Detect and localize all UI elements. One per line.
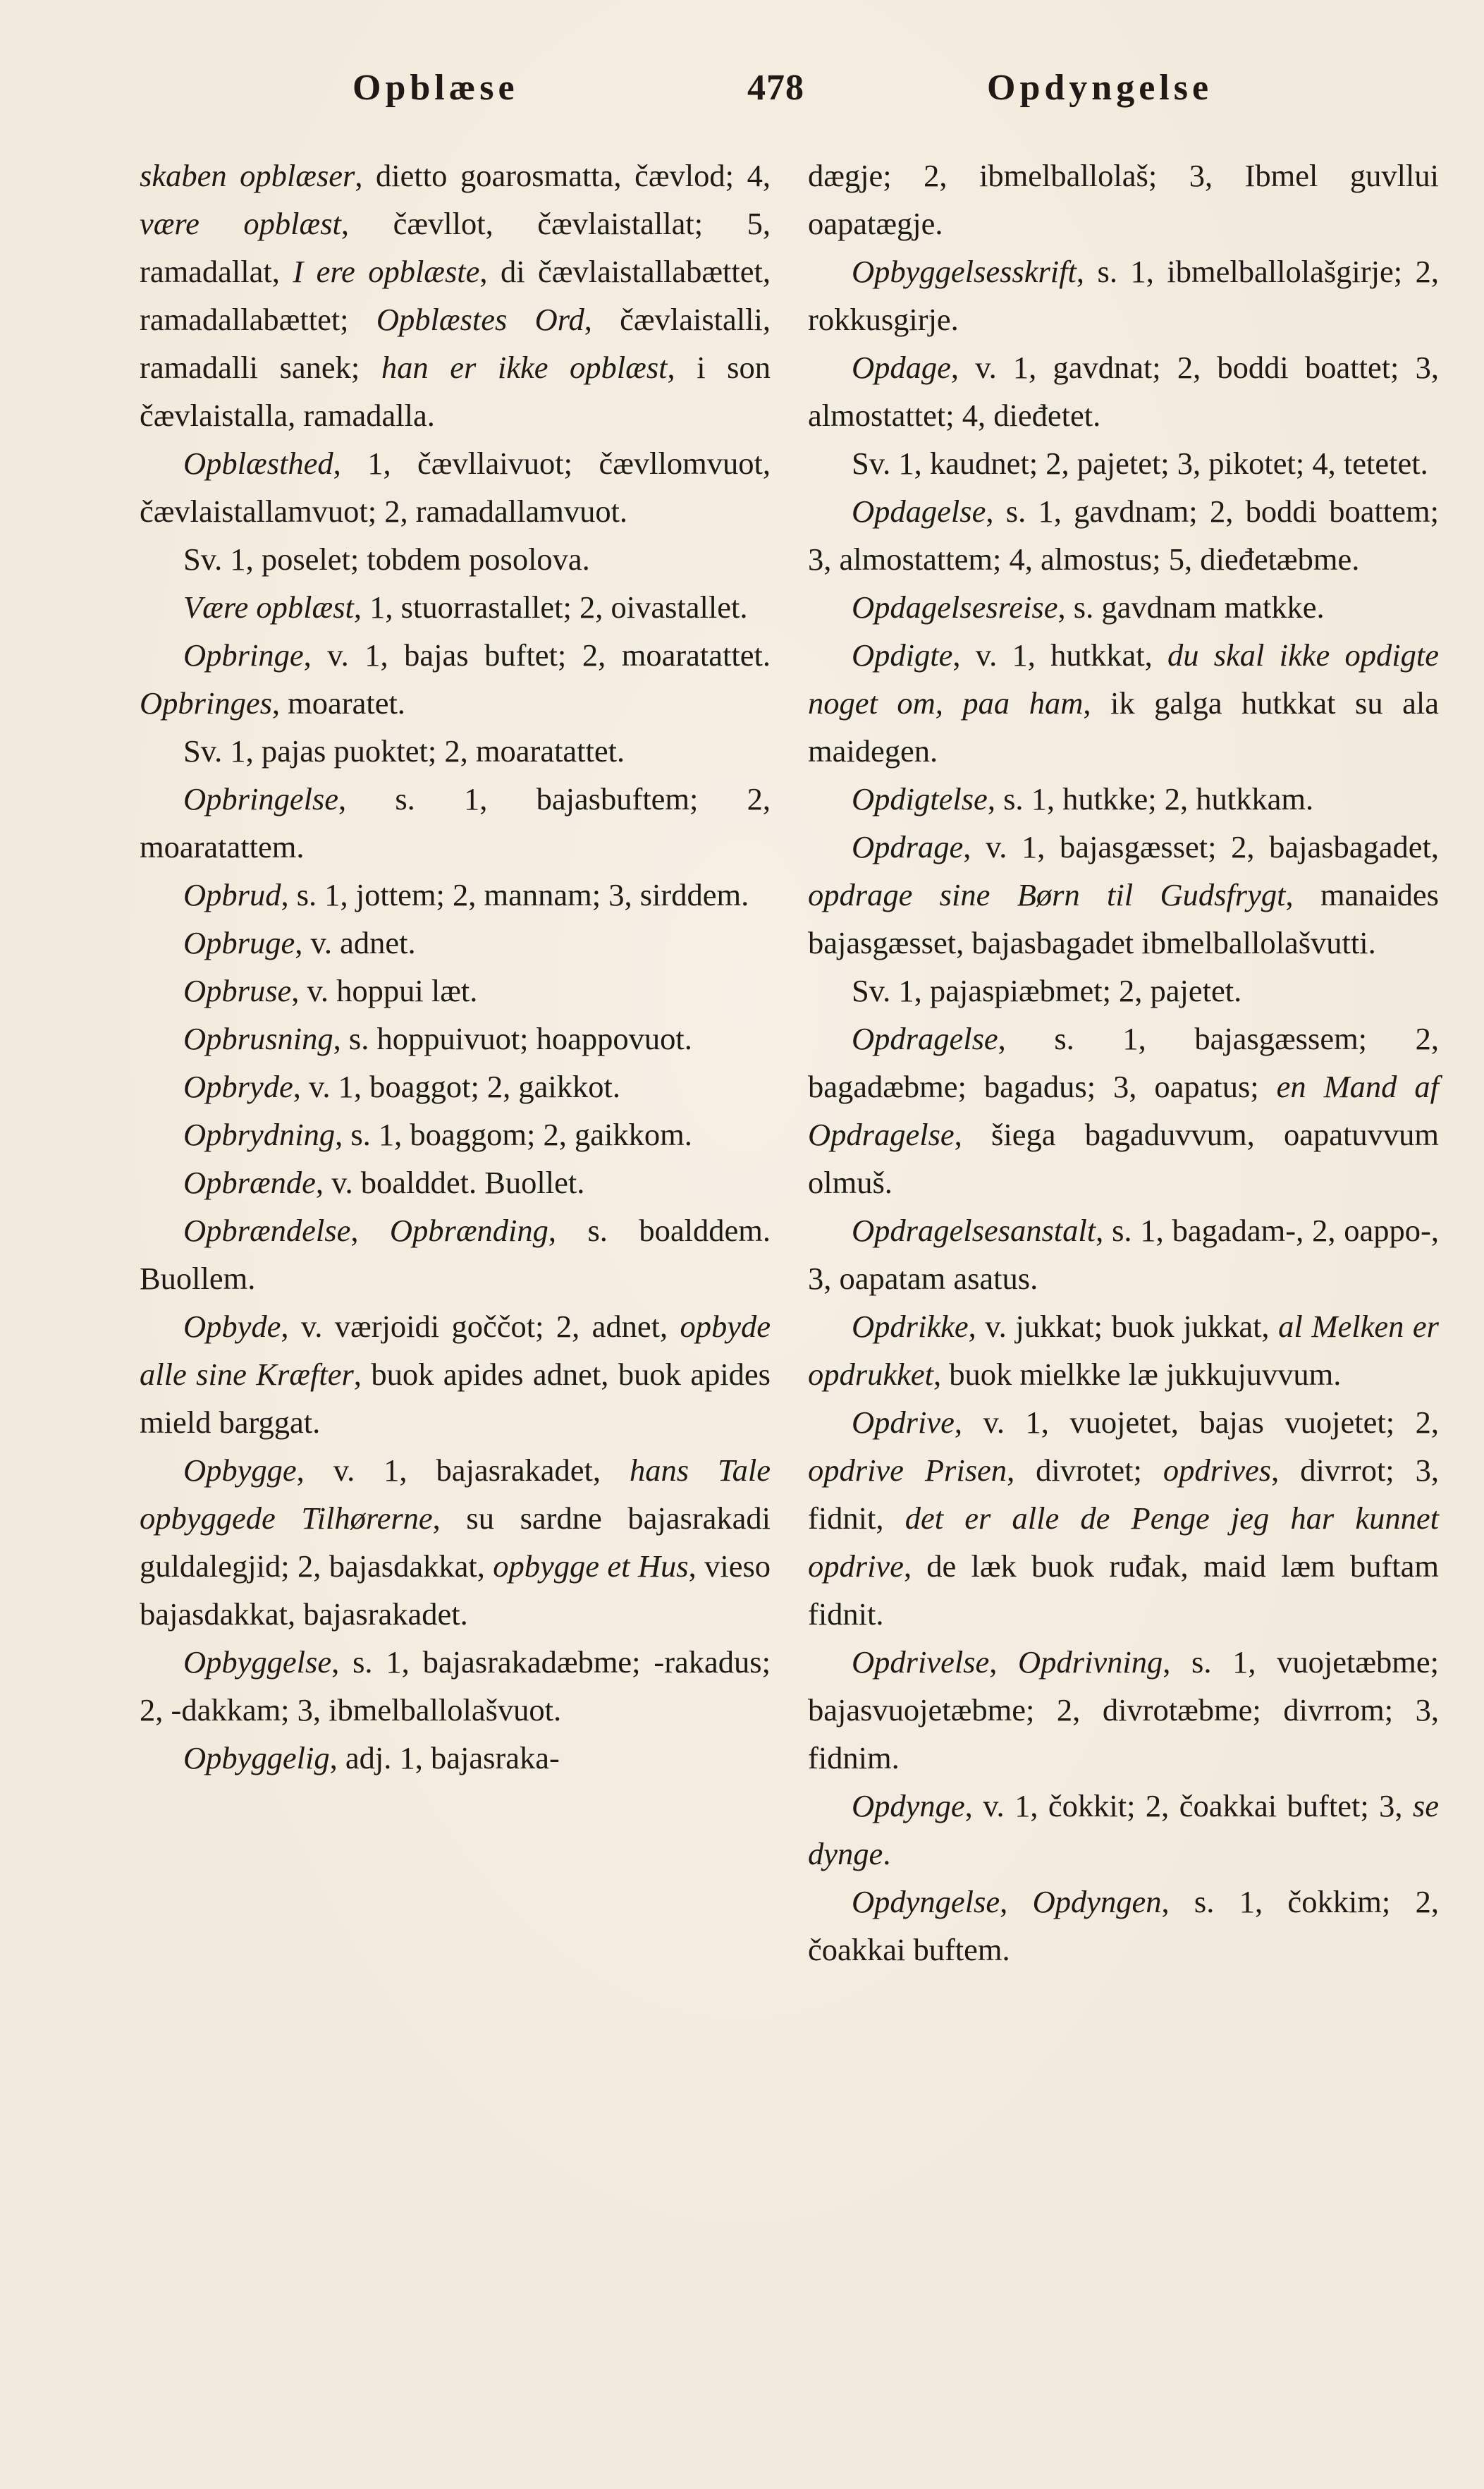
dictionary-entry: Opdragelse, s. 1, bajasgæssem; 2, bagadæbme; bagadus; 3, oapatus; en Mand af Opdragelse, šiega bagaduvvum, oapatuvvum olmuš.: [808, 1021, 1439, 1200]
dictionary-entry: Opdyngelse, Opdyngen, s. 1, čokkim; 2, čoakkai buftem.: [808, 1884, 1440, 1967]
dictionary-entry: Opbryde, v. 1, boaggot; 2, gaikkot.: [183, 1069, 621, 1104]
dictionary-entry: Opbrud, s. 1, jottem; 2, mannam; 3, sirddem.: [183, 877, 749, 912]
dictionary-entry: Opbygge, v. 1, bajasrakadet, hans Tale opbyggede Tilhørerne, su sardne bajasrakadi guldalegjid; 2, bajasdakkat, opbygge et Hus, vieso bajasdakkat, bajasrakadet.: [140, 1453, 771, 1632]
dictionary-entry: Sv. 1, kaudnet; 2, pajetet; 3, pikotet; 4, tetetet.: [852, 446, 1428, 481]
dictionary-entry: Opbrændelse, Opbrænding, s. boalddem. Buollem.: [140, 1213, 771, 1296]
dictionary-entry: Opdigte, v. 1, hutkkat, du skal ikke opdigte noget om, paa ham, ik galga hutkkat su ala maidegen.: [808, 637, 1439, 769]
dictionary-entry: Opbyggelse, s. 1, bajasrakadæbme; -rakadus; 2, -dakkam; 3, ibmelballolašvuot.: [140, 1644, 771, 1727]
dictionary-entry: Opbyggelsesskrift, s. 1, ibmelballolašgirje; 2, rokkusgirje.: [808, 254, 1439, 337]
dictionary-entry: Opbyggelig, adj. 1, bajasraka-: [183, 1740, 560, 1775]
left-column: [140, 152, 771, 1782]
dictionary-entry: Opdagelse, s. 1, gavdnam; 2, boddi boattem; 3, almostattem; 4, almostus; 5, dieđetæbme.: [808, 494, 1439, 577]
dictionary-entry: Opbrusning, s. hoppuivuot; hoappovuot.: [183, 1021, 692, 1056]
dictionary-entry: Opdrage, v. 1, bajasgæsset; 2, bajasbagadet, opdrage sine Børn til Gudsfrygt, manaides bajasgæsset, bajasbagadet ibmelballolašvutti.: [808, 829, 1439, 960]
dictionary-entry: Opbruse, v. hoppui læt.: [183, 973, 478, 1008]
dictionary-entry: dægje; 2, ibmelballolaš; 3, Ibmel guvllui oapatægje.: [808, 158, 1439, 241]
dictionary-entry: Opbyde, v. værjoidi goččot; 2, adnet, opbyde alle sine Kræfter, buok apides adnet, buok apides mield barggat.: [140, 1309, 771, 1440]
dictionary-entry: skaben opblæser, dietto goarosmatta, čævlod; 4, være opblæst, čævllot, čævlaistallat; 5, ramadallat, I ere opblæste, di čævlaistallabættet, ramadallabættet; Opblæstes Ord, čævlaistalli, ramadalli sanek; han er ikke opblæst, i son čævlaistalla, ramadalla.: [140, 158, 771, 433]
dictionary-entry: Opbrænde, v. boalddet. Buollet.: [183, 1165, 585, 1200]
dictionary-entry: Opdrive, v. 1, vuojetet, bajas vuojetet; 2, opdrive Prisen, divrotet; opdrives, divrrot; 3, fidnit, det er alle de Penge jeg har kunnet opdrive, de læk buok ruđak, maid læm buftam fidnit.: [808, 1405, 1439, 1632]
dictionary-entry: Opbrydning, s. 1, boaggom; 2, gaikkom.: [183, 1117, 692, 1152]
dictionary-entry: Opdage, v. 1, gavdnat; 2, boddi boattet; 3, almostattet; 4, dieđetet.: [808, 350, 1439, 433]
dictionary-entry: Opdrikke, v. jukkat; buok jukkat, al Melken er opdrukket, buok mielkke læ jukkujuvvum.: [808, 1309, 1440, 1392]
dictionary-entry: Opdynge, v. 1, čokkit; 2, čoakkai buftet; 3, se dynge.: [808, 1788, 1439, 1871]
page-header: [0, 67, 1484, 123]
dictionary-entry: Opbruge, v. adnet.: [183, 925, 416, 960]
dictionary-entry: Sv. 1, pajas puoktet; 2, moaratattet.: [183, 733, 625, 769]
dictionary-entry: Sv. 1, pajaspiæbmet; 2, pajetet.: [852, 973, 1242, 1008]
dictionary-entry: Opbringelse, s. 1, bajasbuftem; 2, moaratattem.: [140, 781, 771, 864]
dictionary-entry: Være opblæst, 1, stuorrastallet; 2, oivastallet.: [183, 589, 748, 625]
header-left-guideword: Opblæse: [352, 68, 519, 108]
dictionary-entry: Opdigtelse, s. 1, hutkke; 2, hutkkam.: [852, 781, 1314, 817]
dictionary-entry: Opblæsthed, 1, čævllaivuot; čævllomvuot, čævlaistallamvuot; 2, ramadallamvuot.: [140, 446, 771, 529]
dictionary-entry: Opdagelsesreise, s. gavdnam matkke.: [852, 589, 1325, 625]
header-right-guideword: Opdyngelse: [987, 68, 1213, 108]
dictionary-entry: Opdrivelse, Opdrivning, s. 1, vuojetæbme; bajasvuojetæbme; 2, divrotæbme; divrrom; 3, fidnim.: [808, 1644, 1439, 1775]
dictionary-entry: Opbringe, v. 1, bajas buftet; 2, moaratattet. Opbringes, moaratet.: [140, 637, 771, 721]
right-column: [808, 152, 1439, 1974]
page-number: 478: [747, 68, 804, 108]
dictionary-entry: Opdragelsesanstalt, s. 1, bagadam-, 2, oappo-, 3, oapatam asatus.: [808, 1213, 1439, 1296]
dictionary-entry: Sv. 1, poselet; tobdem posolova.: [183, 542, 590, 577]
